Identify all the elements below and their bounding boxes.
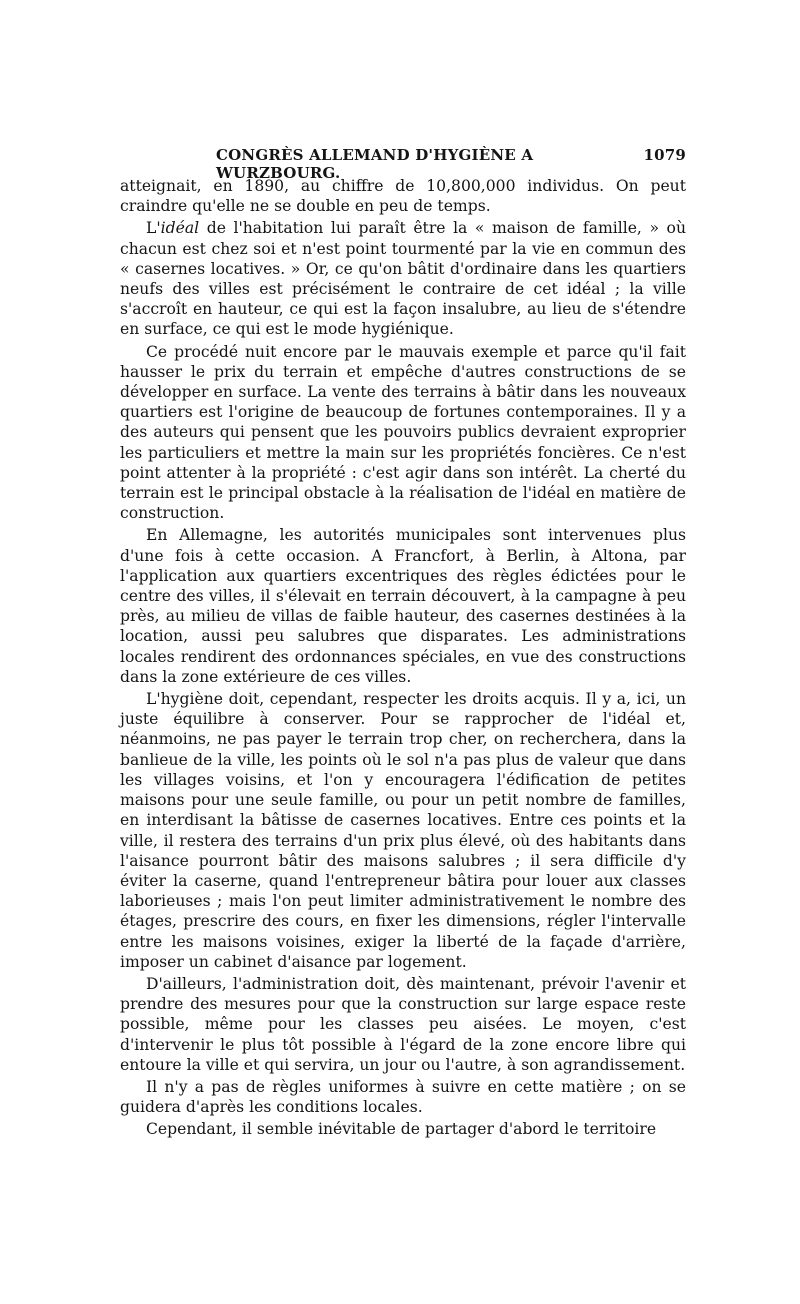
body-text [120, 176, 686, 1140]
paragraph-7: Il n'y a pas de règles uniformes à suivre en cette matière ; on se guidera d'après les conditions locales. [120, 1077, 686, 1117]
paragraph-5: L'hygiène doit, cependant, respecter les droits acquis. Il y a, ici, un juste équilibre à conserver. Pour se rapprocher de l'idéal et, néanmoins, ne pas payer le terrain trop cher, on recherchera, dans la banlieue de la ville, les points où le sol n'a pas plus de valeur que dans les villages voisins, et l'on y encouragera l'édification de petites maisons pour une seule famille, ou pour un petit nombre de familles, en interdisant la bâtisse de casernes locatives. Entre ces points et la ville, il restera des terrains d'un prix plus élevé, où des habitants dans l'aisance pourront bâtir des maisons salubres ; il sera difficile d'y éviter la caserne, quand l'entrepreneur bâtira pour louer aux classes laborieuses ; mais l'on peut limiter administrativement le nombre des étages, prescrire des cours, en fixer les dimensions, régler l'intervalle entre les maisons voisines, exiger la liberté de la façade d'arrière, imposer un cabinet d'aisance par logement. [120, 690, 686, 971]
paragraph-1: atteignait, en 1890, au chiffre de 10,800,000 individus. On peut craindre qu'elle ne se double en peu de temps. [120, 177, 686, 216]
page-number: 1079 [643, 146, 686, 164]
paragraph-2: L'idéal de l'habitation lui paraît être la « maison de famille, » où chacun est chez soi et n'est point tourmenté par la vie en commun des « casernes locatives. » Or, ce qu'on bâtit d'ordinaire dans les quartiers neufs des villes est précisément le contraire de cet idéal ; la ville s'accroît en hauteur, ce qui est la façon insalubre, au lieu de s'étendre en surface, ce qui est le mode hygiénique. [120, 219, 686, 339]
document-page [120, 146, 686, 1142]
paragraph-3: Ce procédé nuit encore par le mauvais exemple et parce qu'il fait hausser le prix du terrain et empêche d'autres constructions de se développer en surface. La vente des terrains à bâtir dans les nouveaux quartiers est l'origine de beaucoup de fortunes contemporaines. Il y a des auteurs qui pensent que les pouvoirs publics devraient exproprier les particuliers et mettre la main sur les propriétés foncières. Ce n'est point attenter à la propriété : c'est agir dans son intérêt. La cherté du terrain est le principal obstacle à la réalisation de l'idéal en matière de construction. [120, 342, 686, 523]
running-header [120, 146, 686, 182]
paragraph-8: Cependant, il semble inévitable de partager d'abord le territoire [146, 1120, 657, 1139]
paragraph-6: D'ailleurs, l'administration doit, dès maintenant, prévoir l'avenir et prendre des mesures pour que la construction sur large espace reste possible, même pour les classes peu aisées. Le moyen, c'est d'intervenir le plus tôt possible à l'égard de la zone encore libre qui entoure la ville et qui servira, un jour ou l'autre, à son agrandissement. [120, 974, 686, 1074]
italic-word: idéal [160, 219, 200, 238]
paragraph-4: En Allemagne, les autorités municipales sont intervenues plus d'une fois à cette occasion. A Francfort, à Berlin, à Altona, par l'application aux quartiers excentriques des règles édictées pour le centre des villes, il s'élevait en terrain découvert, à la campagne à peu près, au milieu de villas de faible hauteur, des casernes destinées à la location, aussi peu salubres que disparates. Les administrations locales rendirent des ordonnances spéciales, en vue des constructions dans la zone extérieure de ces villes. [120, 526, 686, 686]
running-title: CONGRÈS ALLEMAND D'HYGIÈNE A WURZBOURG. [216, 146, 534, 182]
